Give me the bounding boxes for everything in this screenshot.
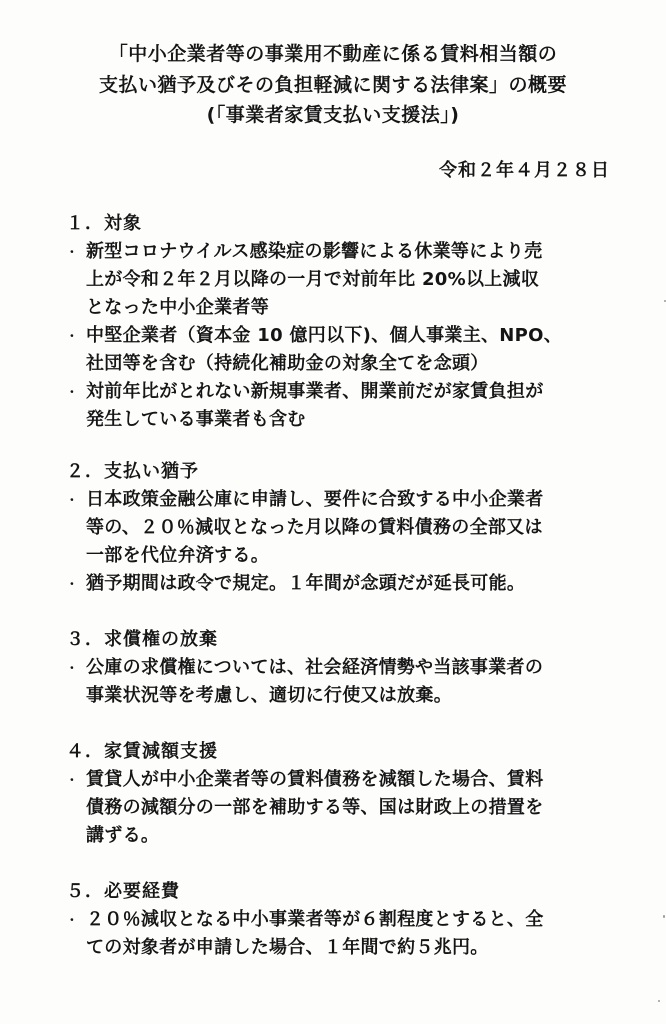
bullet-line: 発生している事業者も含む bbox=[86, 409, 306, 430]
bullet-item bbox=[0, 906, 666, 962]
scan-speck bbox=[663, 915, 665, 918]
section-rent-reduction bbox=[0, 738, 666, 850]
bullet-line: 新型コロナウイルス感染症の影響による休業等により売 bbox=[86, 241, 543, 262]
bullet-line: 社団等を含む（持続化補助金の対象全てを念頭） bbox=[86, 353, 489, 374]
bullet-line: ての対象者が申請した場合、１年間で約５兆円。 bbox=[86, 937, 489, 958]
section-waiver bbox=[0, 626, 666, 710]
bullet-mark: ・ bbox=[65, 913, 79, 927]
section-heading: ５．必要経費 bbox=[66, 881, 180, 902]
bullet-line: 日本政策金融公庫に申請し、要件に合致する中小企業者 bbox=[86, 489, 544, 510]
section-expenses bbox=[0, 878, 666, 962]
section-payment-deferral bbox=[0, 458, 666, 598]
section-heading: ３．求償権の放棄 bbox=[66, 629, 218, 650]
bullet-item bbox=[0, 378, 666, 434]
title-line-1: 「中小企業者等の事業用不動産に係る賃料相当額の bbox=[108, 43, 558, 65]
bullet-item bbox=[0, 570, 666, 598]
bullet-line: 一部を代位弁済する。 bbox=[86, 545, 269, 566]
bullet-line: となった中小企業者等 bbox=[86, 297, 269, 318]
bullet-item bbox=[0, 654, 666, 710]
bullet-line: 上が令和２年２月以降の一月で対前年比 20%以上減収 bbox=[86, 269, 540, 290]
section-heading: ２．支払い猶予 bbox=[66, 461, 199, 482]
section-heading: １．対象 bbox=[66, 213, 142, 234]
bullet-mark: ・ bbox=[65, 385, 79, 399]
bullet-line: 事業状況等を考慮し、適切に行使又は放棄。 bbox=[86, 685, 452, 706]
bullet-line: 猶予期間は政令で規定。１年間が念頭だが延長可能。 bbox=[86, 573, 526, 594]
title-line-3: (「事業者家賃支払い支援法」) bbox=[206, 104, 460, 126]
bullet-line: 公庫の求償権については、社会経済情勢や当該事業者の bbox=[86, 657, 544, 678]
bullet-mark: ・ bbox=[65, 773, 79, 787]
section-target bbox=[0, 210, 666, 434]
bullet-mark: ・ bbox=[65, 329, 79, 343]
title-line-2: 支払い猶予及びその負担軽減に関する法律案」の概要 bbox=[98, 74, 567, 96]
bullet-item bbox=[0, 766, 666, 850]
document-date: 令和２年４月２８日 bbox=[439, 160, 610, 181]
bullet-item bbox=[0, 322, 666, 378]
bullet-item bbox=[0, 238, 666, 322]
bullet-mark: ・ bbox=[65, 493, 79, 507]
bullet-mark: ・ bbox=[65, 577, 79, 591]
bullet-line: 等の、２０％減収となった月以降の賃料債務の全部又は bbox=[86, 517, 543, 538]
bullet-line: ２０％減収となる中小事業者等が６割程度とすると、全 bbox=[86, 909, 544, 930]
bullet-line: 講ずる。 bbox=[86, 825, 160, 846]
bullet-mark: ・ bbox=[65, 661, 79, 675]
section-heading: ４．家賃減額支援 bbox=[66, 741, 218, 762]
bullet-line: 債務の減額分の一部を補助する等、国は財政上の措置を bbox=[86, 797, 544, 818]
bullet-line: 対前年比がとれない新規事業者、開業前だが家賃負担が bbox=[86, 381, 544, 402]
bullet-item bbox=[0, 486, 666, 570]
bullet-line: 賃貸人が中小企業者等の賃料債務を減額した場合、賃料 bbox=[86, 769, 544, 790]
bullet-line: 中堅企業者（資本金 10 億円以下)、個人事業主、NPO、 bbox=[86, 325, 563, 346]
scan-speck bbox=[658, 1000, 660, 1002]
bullet-mark: ・ bbox=[65, 245, 79, 259]
